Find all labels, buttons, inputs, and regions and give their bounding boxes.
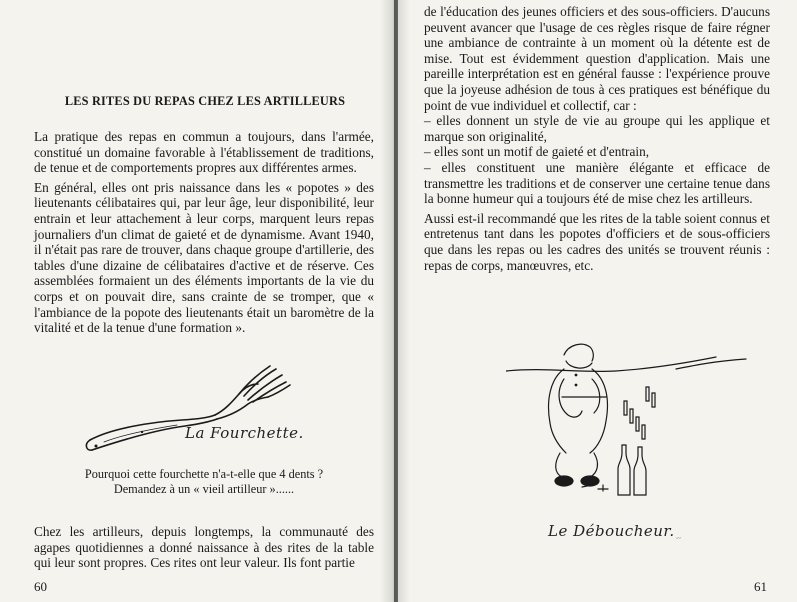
fork-label: La Fourchette. <box>185 424 304 442</box>
page-number: 61 <box>754 579 767 594</box>
gunner-illustration <box>506 335 756 505</box>
paragraph: En général, elles ont pris naissance dans les « popotes » des lieutenants célibataires qui, par leur âge, leur disponibilité, leur entrain et leur attachement à leur corps, marquent leurs repas journaliers d'un climat de gaieté et de dynamisme. Avant 1940, il n'était pas rare de trouver, dans chaque groupe d'artillerie, des tables d'une dizaine de célibataires d'active et de réserve. Ces assemblées formaient un des éléments importants de la vie du corps et on pouvait dire, sans crainte de se tromper, que « l'ambiance de la popote des lieutenants était un baromètre de la vitalité et de la tenue d'une formation ». <box>34 179 374 336</box>
page-number: 60 <box>34 579 47 594</box>
left-page <box>0 0 394 602</box>
paragraph: Chez les artilleurs, depuis longtemps, la communauté des agapes quotidiennes a donné naissance à des rites de la table qui leur sont propres. Ces rites ont leur valeur. Ils font partie <box>34 524 374 571</box>
chapter-heading: LES RITES DU REPAS CHEZ LES ARTILLEURS <box>64 94 346 108</box>
paragraph: La pratique des repas en commun a toujours, dans l'armée, constitué un domaine favorable à l'établissement de traditions, de tenue et de comportements propres aux différentes armes. <box>34 129 374 176</box>
caption-line: Pourquoi cette fourchette n'a-t-elle que 4 dents ? <box>84 467 324 481</box>
left-bottom-text <box>34 524 374 575</box>
left-body-text <box>34 129 374 340</box>
paragraph: Aussi est-il recommandé que les rites de la table soient connus et entretenus tant dans les popotes d'officiers et de sous-officiers que dans les repas ou les cadres des unités se trouvent réunis : repas de corps, manœuvres, etc. <box>424 210 770 273</box>
caption-line: Demandez à un « vieil artilleur »...... <box>113 482 295 496</box>
list-item: – elles sont un motif de gaieté et d'entrain, <box>424 144 650 160</box>
list-item: – elles constituent une manière élégante et efficace de transmettre les traditions et de conserver une certaine tenue dans la bonne humeur qui a toujours été de mise chez les artilleurs. <box>424 159 770 207</box>
artist-signature: 〰 <box>675 535 682 543</box>
right-body-text <box>424 4 770 277</box>
fork-caption <box>72 467 336 497</box>
corkscrew-label: Le Déboucheur. <box>548 522 675 540</box>
fork-illustration <box>82 358 322 458</box>
right-page <box>398 0 797 602</box>
list-item: – elles donnent un style de vie au groupe qui les applique et marque son originalité, <box>424 113 770 144</box>
paragraph: de l'éducation des jeunes officiers et des sous-officiers. D'aucuns peuvent avancer que l'usage de ces règles risque de faire régner une ambiance de contrainte à un moment où la détente est de mise. Tout est évidemment question d'application. Mais une pareille interprétation est en général fausse : l'expérience prouve que la joyeuse adhésion de tous à ces pratiques est bénéfique du point de vue individuel et collectif, car : <box>424 4 770 113</box>
